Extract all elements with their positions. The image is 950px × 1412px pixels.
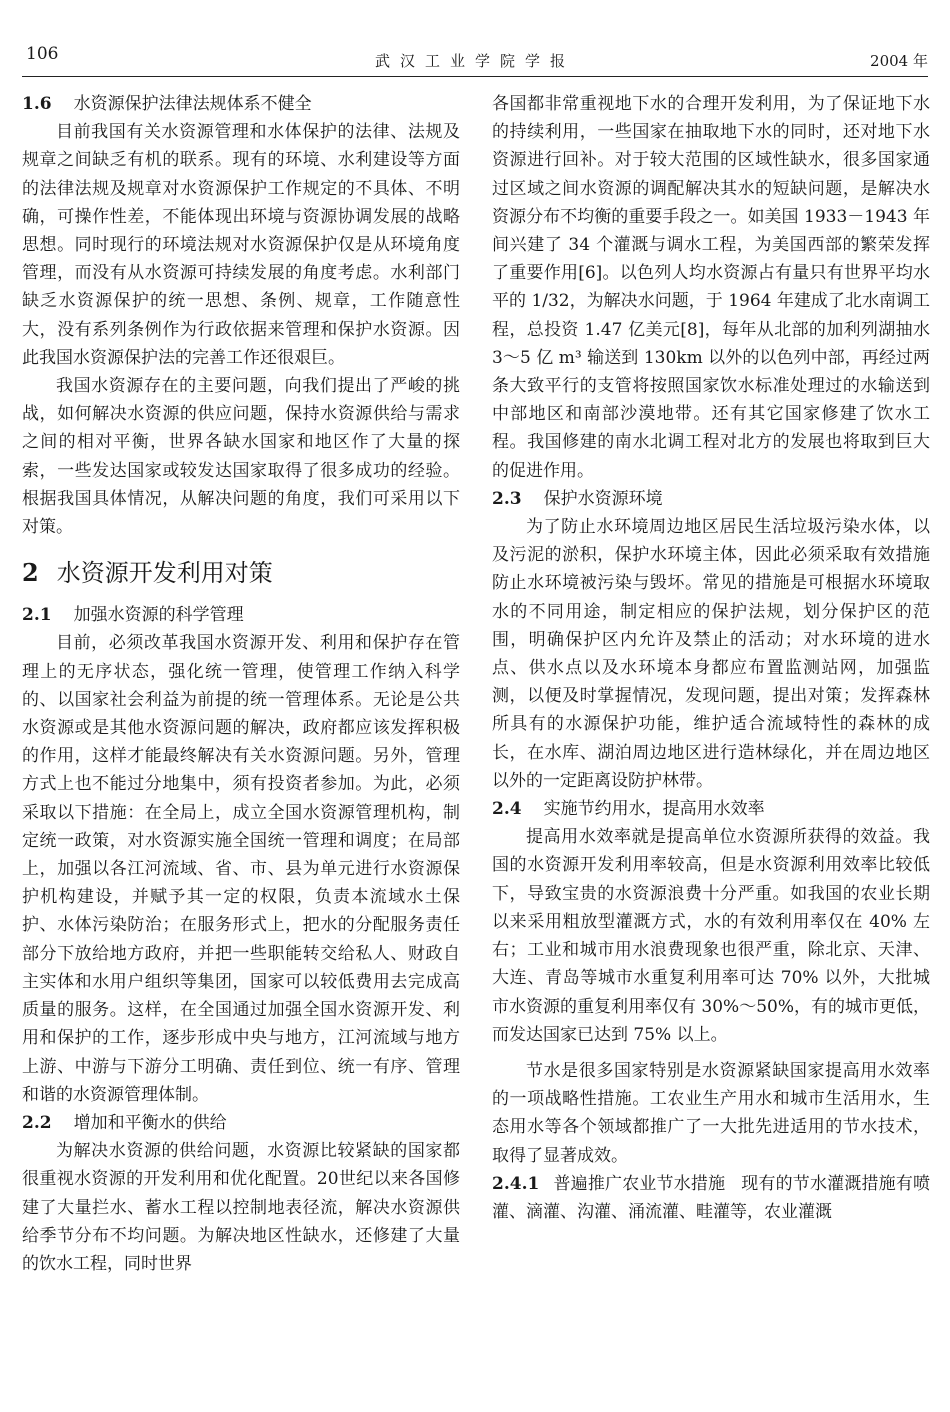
section-heading-2-3 (492, 485, 930, 513)
left-column (22, 90, 460, 1278)
paragraph: 目前，必须改革我国水资源开发、利用和保护存在管理上的无序状态，强化统一管理，使管理工作纳入科学的、以国家社会利益为前提的统一管理体系。无论是公共水资源或是其他水资源问题的解决，政府都应该发挥积极的作用，这样才能最终解决有关水资源问题。另外，管理方式上也不能过分地集中，须有投资者参加。为此，必须采取以下措施：在全局上，成立全国水资源管理机构，制定统一政策，对水资源实施全国统一管理和调度；在局部上，加强以各江河流域、省、市、县为单元进行水资源保护机构建设，并赋予其一定的权限，负责本流域水土保护、水体污染防治；在服务形式上，把水的分配服务责任部分下放给地方政府，并把一些职能转交给私人、财政自主实体和水用户组织等集团，国家可以较低费用去完成高质量的服务。这样，在全国通过加强全国水资源开发、利用和保护的工作，逐步形成中央与地方，江河流域与地方上游、中游与下游分工明确、责任到位、统一有序、管理和谐的水资源管理体制。 (22, 633, 460, 1105)
section-title: 增加和平衡水的供给 (73, 1112, 227, 1133)
section-heading-2 (22, 553, 460, 593)
section-title: 水资源开发利用对策 (56, 559, 273, 588)
section-number: 2.2 (22, 1112, 52, 1133)
right-column (492, 90, 930, 1226)
section-title: 实施节约用水，提高用水效率 (543, 799, 765, 820)
paragraph: 节水是很多国家特别是水资源紧缺国家提高用水效率的一项战略性措施。工农业生产用水和城市生活用水，生态用水等各个领域都推广了一大批先进适用的节水技术，取得了显著成效。 (492, 1060, 930, 1166)
section-title: 水资源保护法律法规体系不健全 (73, 94, 312, 114)
section-heading-2-4 (492, 795, 930, 823)
paragraph: 目前我国有关水资源管理和水体保护的法律、法规及规章之间缺乏有机的联系。现有的环境、水利建设等方面的法律法规及规章对水资源保护工作规定的不具体、不明确，可操作性差，不能体现出环境与资源协调发展的战略思想。同时现行的环境法规对水资源保护仅是从环境角度管理，而没有从水资源可持续发展的角度考虑。水利部门缺乏水资源保护的统一思想、条例、规章，工作随意性大，没有系列条例作为行政依据来管理和保护水资源。因此我国水资源保护法的完善工作还很艰巨。 (22, 122, 460, 368)
section-number: 1.6 (22, 94, 52, 114)
paragraph: 为了防止水环境周边地区居民生活垃圾污染水体，以及污泥的淤积，保护水环境主体，因此必须采取有效措施防止水环境被污染与毁坏。常见的措施是可根据水环境取水的不同用途，制定相应的保护法规，划分保护区的范围，明确保护区内允许及禁止的活动；对水环境的进水点、供水点以及水环境本身都应布置监测站网，加强监测，以便及时掌握情况，发现问题，提出对策；发挥森林所具有的水源保护功能，维护适合流域特性的森林的成长，在水库、湖泊周边地区进行造林绿化，并在周边地区以外的一定距离设防护林带。 (492, 517, 930, 791)
paragraph: 提高用水效率就是提高单位水资源所获得的效益。我国的水资源开发利用率较高，但是水资源利用效率比较低下，导致宝贵的水资源浪费十分严重。如我国的农业长期以来采用粗放型灌溉方式，水的有效利用率仅在 40% 左右；工业和城市用水浪费现象也很严重，除北京、天津、大连、青岛等城市水重复利用率可达 70% 以外，大批城市水资源的重复利用率仅有 30%～50%，有的城市更低，而发达国家已达到 75% 以上。 (492, 827, 930, 1045)
page-header (22, 42, 928, 77)
subsection-title: 普遍推广农业节水措施 (553, 1173, 726, 1194)
section-number: 2.3 (492, 488, 522, 509)
subsection-2-4-1 (492, 1170, 930, 1226)
subsection-text: 现有的节水灌溉措施有喷灌、滴灌、沟灌、涌流灌、畦灌等，农业灌溉 (492, 1173, 931, 1222)
subsection-number: 2.4.1 (492, 1173, 540, 1194)
paragraph: 我国水资源存在的主要问题，向我们提出了严峻的挑战，如何解决水资源的供应问题，保持水资源供给与需求之间的相对平衡，世界各缺水国家和地区作了大量的探索，一些发达国家或较发达国家取得了很多成功的经验。根据我国具体情况，从解决问题的角度，我们可采用以下对策。 (22, 376, 460, 538)
publication-year: 2004 年 (870, 52, 928, 70)
section-heading-2-2 (22, 1109, 460, 1137)
section-number: 2 (22, 558, 39, 588)
journal-name: 武汉工业学院学报 (374, 52, 575, 70)
page-number: 106 (26, 44, 59, 64)
section-title: 加强水资源的科学管理 (73, 605, 244, 626)
section-heading-1-6 (22, 90, 460, 118)
paragraph-continued: 各国都非常重视地下水的合理开发利用，为了保证地下水的持续利用，一些国家在抽取地下水的同时，还对地下水资源进行回补。对于较大范围的区域性缺水，很多国家通过区域之间水资源的调配解决其水的短缺问题，是解决水资源分布不均衡的重要手段之一。如美国 1933－1943 年间兴建了 34 个灌溉与调水工程，为美国西部的繁荣发挥了重要作用[6]。以色列人均水资源占有量只有世界平均水平的 1/32，为解决水问题，于 1964 年建成了北水南调工程，总投资 1.47 亿美元[8]，每年从北部的加利列湖抽水 3～5 亿 m³ 输送到 130km 以外的以色列中部，再经过两条大致平行的支管将按照国家饮水标准处理过的水输送到中部地区和南部沙漠地带。还有其它国家修建了饮水工程。我国修建的南水北调工程对北方的发展也将取到巨大的促进作用。 (492, 94, 930, 481)
section-heading-2-1 (22, 601, 460, 629)
section-number: 2.4 (492, 799, 522, 820)
section-number: 2.1 (22, 605, 52, 626)
paragraph: 为解决水资源的供给问题，水资源比较紧缺的国家都很重视水资源的开发利用和优化配置。20世纪以来各国修建了大量拦水、蓄水工程以控制地表径流，解决水资源供给季节分布不均问题。为解决地区性缺水，还修建了大量的饮水工程，同时世界 (22, 1141, 460, 1274)
section-title: 保护水资源环境 (543, 488, 663, 509)
